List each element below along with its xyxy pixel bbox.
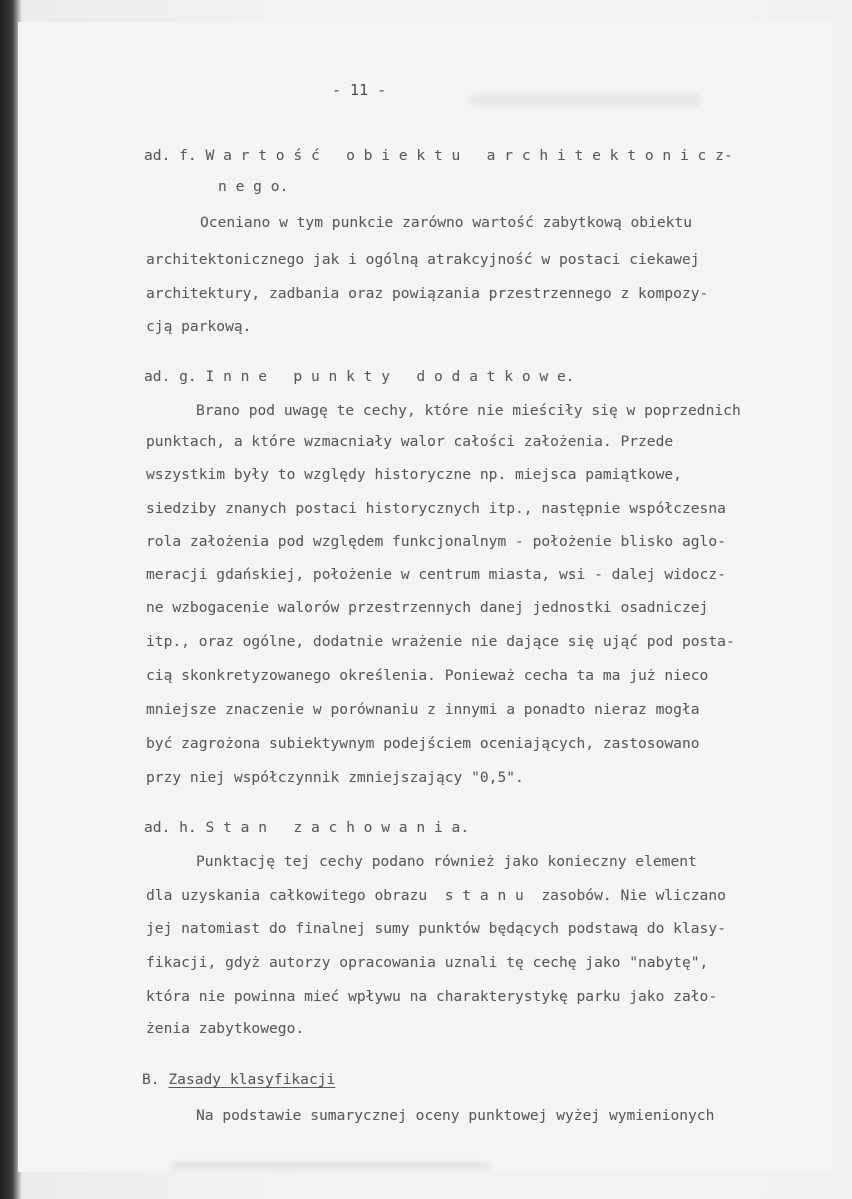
bleed-through-mark [470, 95, 700, 105]
section-g-para-line-10: mniejsze znaczenie w porównaniu z innymi a ponadto nieraz mogła [146, 701, 700, 718]
section-g-para-line-12: przy niej współczynnik zmniejszający "0,5". [146, 769, 524, 786]
section-g-para-line-11: być zagrożona subiektywnym podejściem oceniających, zastosowano [146, 735, 700, 752]
section-f-heading [144, 147, 733, 164]
bleed-through-mark-bottom [170, 1162, 490, 1170]
section-g-title: I n n e p u n k t y d o d a t k o w e. [205, 368, 575, 385]
section-b-prefix: B. [142, 1071, 160, 1088]
section-h-heading [144, 819, 469, 836]
section-f-para-line-2: architektonicznego jak i ogólną atrakcyjność w postaci ciekawej [146, 251, 700, 268]
section-f-para-line-4: cją parkową. [146, 318, 252, 335]
section-b-title: Zasady klasyfikacji [168, 1071, 336, 1088]
section-h-para-line-2: dla uzyskania całkowitego obrazu s t a n u zasobów. Nie wliczano [146, 887, 726, 904]
section-h-para-line-1: Punktację tej cechy podano również jako konieczny element [196, 853, 697, 870]
section-g-prefix: ad. g. [144, 368, 197, 385]
section-g-para-line-2: punktach, a które wzmacniały walor całości założenia. Przede [146, 433, 674, 450]
section-f-para-line-3: architektury, zadbania oraz powiązania przestrzennego z kompozy- [146, 285, 709, 302]
section-g-para-line-9: cią skonkretyzowanego określenia. Ponieważ cecha ta ma już nieco [146, 667, 709, 684]
section-g-heading [144, 368, 575, 385]
section-b-heading [142, 1071, 335, 1088]
section-g-para-line-7: ne wzbogacenie walorów przestrzennych danej jednostki osadniczej [146, 599, 709, 616]
section-g-para-line-4: siedziby znanych postaci historycznych itp., następnie współczesna [146, 500, 726, 517]
section-h-para-line-3: jej natomiast do finalnej sumy punktów będących podstawą do klasy- [146, 920, 726, 937]
section-h-prefix: ad. h. [144, 819, 197, 836]
section-h-title: S t a n z a c h o w a n i a. [205, 819, 470, 836]
section-f-prefix: ad. f. [144, 147, 197, 164]
page-number: - 11 - [332, 81, 387, 99]
section-g-para-line-6: meracji gdańskiej, położenie w centrum miasta, wsi - dalej widocz- [146, 566, 726, 583]
section-f-title-line2: n e g o. [218, 178, 289, 195]
section-h-para-line-6: żenia zabytkowego. [146, 1020, 305, 1037]
section-g-para-line-3: wszystkim były to względy historyczne np. miejsca pamiątkowe, [146, 466, 682, 483]
section-g-para-line-8: itp., oraz ogólne, dodatnie wrażenie nie dające się ująć pod posta- [146, 633, 735, 650]
section-f-para-line-1: Oceniano w tym punkcie zarówno wartość zabytkową obiektu [200, 214, 693, 231]
section-h-para-line-5: która nie powinna mieć wpływu na charakterystykę parku jako zało- [146, 988, 718, 1005]
section-h-para-line-4: fikacji, gdyż autorzy opracowania uznali tę cechę jako "nabytę", [146, 954, 709, 971]
section-g-para-line-5: rola założenia pod względem funkcjonalnym - położenie blisko aglo- [146, 533, 726, 550]
section-f-title-line1: W a r t o ś ć o b i e k t u a r c h i t e k t o n i c z- [205, 147, 733, 164]
section-b-para-line-1: Na podstawie sumarycznej oceny punktowej wyżej wymienionych [196, 1107, 715, 1124]
section-g-para-line-1: Brano pod uwagę te cechy, które nie mieściły się w poprzednich [196, 402, 741, 419]
